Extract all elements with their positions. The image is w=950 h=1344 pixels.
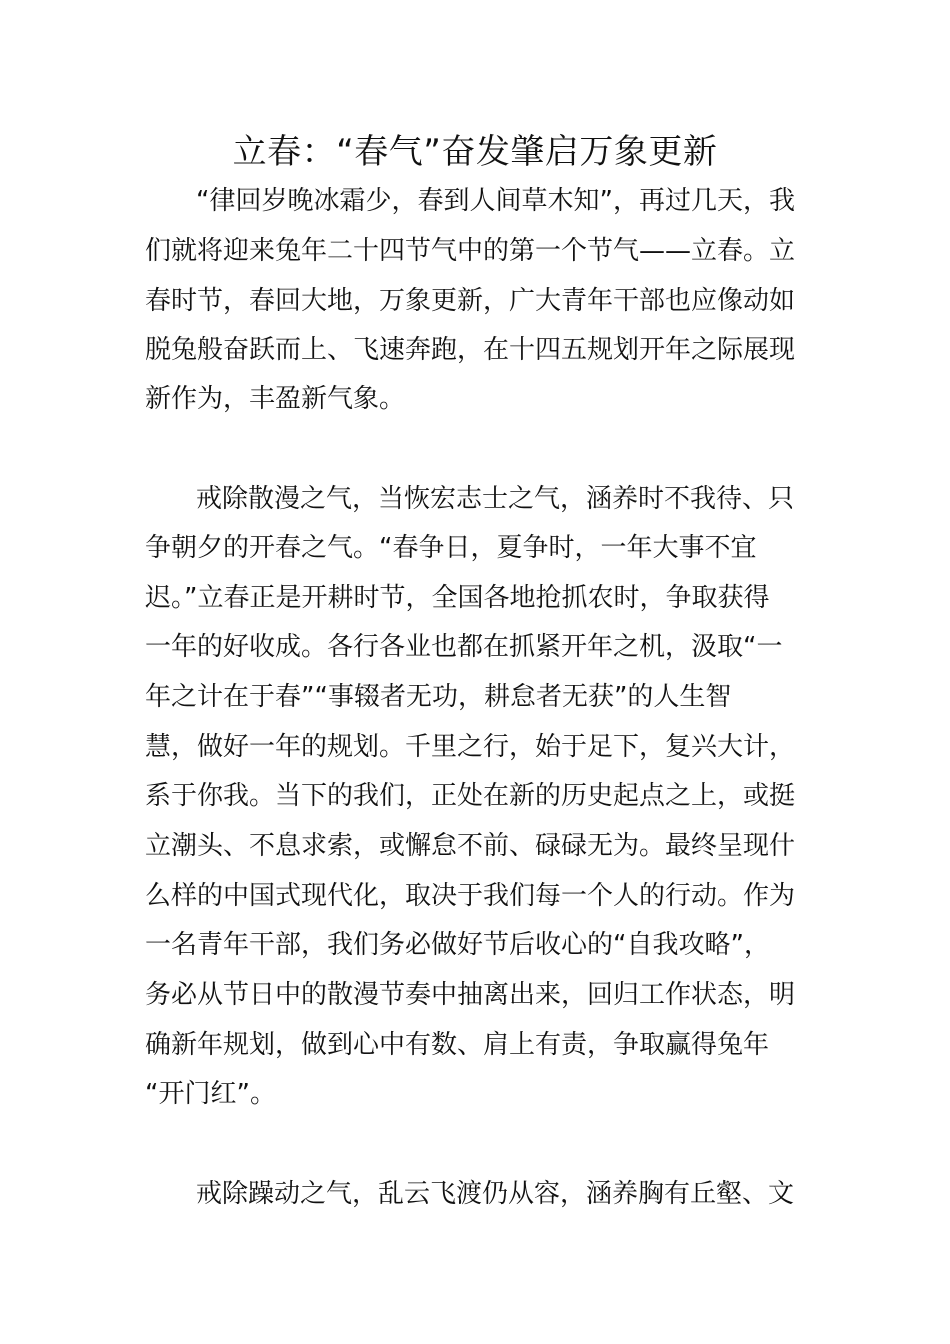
paragraph-line: 春时节，春回大地，万象更新，广大青年干部也应像动如 bbox=[145, 286, 796, 316]
paragraph-line: 确新年规划，做到心中有数、肩上有责，争取赢得兔年 bbox=[145, 1030, 770, 1060]
paragraph-line: 一名青年干部，我们务必做好节后收心的“自我攻略”， bbox=[145, 930, 770, 960]
paragraph-line: 系于你我。当下的我们，正处在新的历史起点之上，或挺 bbox=[145, 781, 796, 811]
paragraph-line: 迟。”立春正是开耕时节，全国各地抢抓农时，争取获得 bbox=[145, 583, 770, 613]
document-title: 立春：“春气”奋发肇启万象更新 bbox=[232, 132, 718, 172]
paragraph-line: 立潮头、不息求索，或懈怠不前、碌碌无为。最终呈现什 bbox=[145, 831, 796, 861]
paragraph-line: 脱兔般奋跃而上、飞速奔跑，在十四五规划开年之际展现 bbox=[145, 335, 796, 365]
paragraph-line: 新作为，丰盈新气象。 bbox=[145, 384, 406, 414]
paragraph-line: 慧，做好一年的规划。千里之行，始于足下，复兴大计， bbox=[145, 732, 796, 762]
paragraph-line: 务必从节日中的散漫节奏中抽离出来，回归工作状态，明 bbox=[145, 980, 796, 1010]
paragraph-line: 戒除散漫之气，当恢宏志士之气，涵养时不我待、只 bbox=[196, 484, 795, 514]
paragraph-line: 一年的好收成。各行各业也都在抓紧开年之机，汲取“一 bbox=[145, 632, 783, 662]
paragraph-line: “律回岁晚冰霜少，春到人间草木知”，再过几天，我 bbox=[196, 186, 795, 216]
paragraph-line: 们就将迎来兔年二十四节气中的第一个节气——立春。立 bbox=[145, 236, 796, 266]
paragraph-line: “开门红”。 bbox=[145, 1079, 276, 1109]
paragraph-line: 么样的中国式现代化，取决于我们每一个人的行动。作为 bbox=[145, 881, 796, 911]
paragraph-line: 年之计在于春”“事辍者无功，耕怠者无获”的人生智 bbox=[145, 682, 732, 712]
paragraph-line: 戒除躁动之气，乱云飞渡仍从容，涵养胸有丘壑、文 bbox=[196, 1179, 795, 1209]
paragraph-line: 争朝夕的开春之气。“春争日，夏争时，一年大事不宜 bbox=[145, 533, 757, 563]
